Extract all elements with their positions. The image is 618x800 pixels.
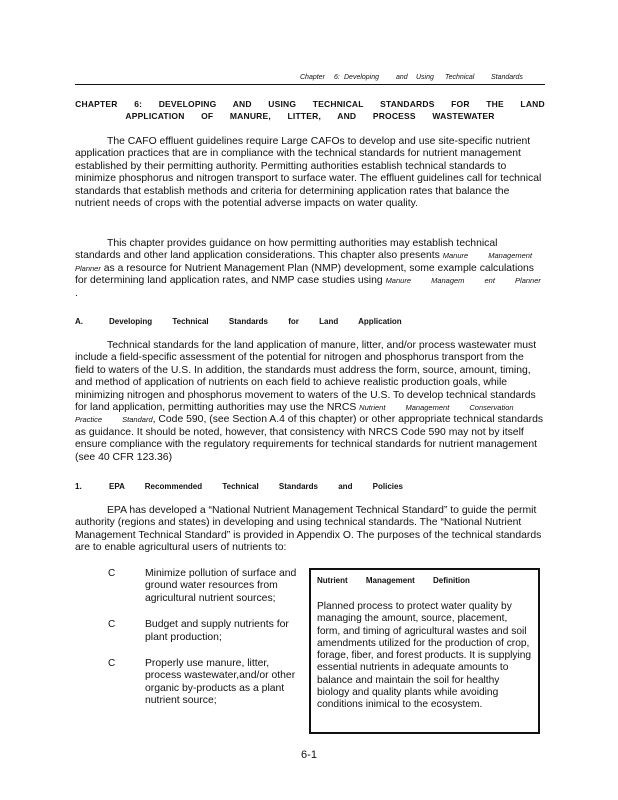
paragraph-text: . bbox=[75, 287, 78, 299]
running-header-word: Developing bbox=[344, 74, 380, 81]
bullet-mark: C bbox=[108, 619, 116, 631]
list-item bbox=[108, 619, 298, 644]
running-header-word: Chapter bbox=[300, 74, 325, 81]
running-header-word: Standards bbox=[491, 74, 523, 81]
paragraph-text: , Code 590, (see Section A.4 of this chapter) or other appropriate technical standards as guidance. It should be noted, however, that consistency with NRCS Code 590 may not by itself ensure compliance with the regulatory requirements for technical standards for nutrient management (see 40 CFR 123.36) bbox=[75, 414, 544, 463]
running-header bbox=[300, 74, 523, 81]
running-header-word: Technical bbox=[445, 74, 475, 81]
paragraph-chapter-guidance bbox=[75, 238, 545, 300]
section-title: Developing Technical Standards for Land Application bbox=[109, 317, 402, 326]
chapter-title-line2: APPLICATION OF MANURE, LITTER, AND PROCESS WASTEWATER bbox=[125, 111, 495, 121]
paragraph-cafo-guidelines bbox=[75, 136, 545, 210]
section-heading-1 bbox=[75, 482, 403, 491]
list-item-text: Properly use manure, litter, process wastewater,and/or other organic by-products as a plant nutrient source; bbox=[145, 658, 296, 707]
italic-reference: Manure Managem ent Planner bbox=[385, 276, 541, 286]
paragraph-text: Technical standards for the land application of manure, litter, and/or process wastewater must include a field-specific assessment of the potential for nitrogen and phosphorus transport from the field to waters of the U.S. In addition, the standards must address the form, source, amount, timing, and method of application of nutrients on each field to achieve realistic production goals, while minimizing nitrogen and phosphorus movement to waters of the U.S. To develop technical standards for land application, permitting authorities may use the NRCS bbox=[75, 340, 537, 414]
running-header-word: and bbox=[396, 74, 408, 81]
section-number: A. bbox=[75, 317, 83, 326]
list-item bbox=[108, 568, 298, 605]
running-header-word: 6: bbox=[334, 74, 340, 81]
list-item-text: Budget and supply nutrients for plant production; bbox=[145, 619, 289, 643]
bullet-mark: C bbox=[108, 658, 116, 670]
definition-title: Nutrient Management Definition bbox=[317, 576, 470, 585]
bullet-mark: C bbox=[108, 568, 116, 579]
paragraph-epa-standard bbox=[75, 505, 545, 555]
paragraph-technical-standards bbox=[75, 340, 545, 464]
chapter-title bbox=[75, 98, 545, 122]
chapter-title-line1: CHAPTER 6: DEVELOPING AND USING TECHNICAL STANDARDS FOR THE LAND bbox=[75, 99, 545, 109]
section-number: 1. bbox=[75, 482, 82, 491]
purpose-list bbox=[108, 568, 298, 722]
italic-reference: Nutrient Management Conservation Practice Standard bbox=[75, 403, 514, 425]
header-rule bbox=[75, 84, 545, 85]
section-heading-a bbox=[75, 317, 402, 326]
list-item-text: Minimize pollution of surface and ground water resources from agricultural nutrient sources; bbox=[145, 568, 297, 604]
paragraph-text: EPA has developed a “National Nutrient Management Technical Standard” to guide the permit authority (regions and states) in developing and using technical standards. The “National Nutrient Management Technical Standard” is provided in Appendix O. The purposes of the technical standards are to enable agricultural users of nutrients to: bbox=[75, 505, 542, 554]
paragraph-text: as a resource for Nutrient Management Plan (NMP) development, some example calculations for determining land application rates, and NMP case studies using bbox=[75, 262, 535, 287]
italic-reference: Manure Management Planner bbox=[75, 251, 533, 273]
paragraph-text: The CAFO effluent guidelines require Large CAFOs to develop and use site-specific nutrient application practices that are in compliance with the technical standards for nutrient management established by their permitting authority. Permitting authorities establish technical standards to minimize phosphorus and nitrogen transport to surface water. The effluent guidelines call for technical standards that establish methods and criteria for determining application rates that balance the nutrient needs of crops with the potential adverse impacts on water quality. bbox=[75, 136, 542, 210]
paragraph-text: This chapter provides guidance on how permitting authorities may establish technical standards and other land application considerations. This chapter also presents bbox=[75, 238, 498, 262]
section-title: EPA Recommended Technical Standards and Policies bbox=[109, 482, 403, 491]
definition-box bbox=[309, 568, 540, 734]
list-item bbox=[108, 658, 298, 708]
page-number: 6-1 bbox=[301, 749, 317, 761]
running-header-word: Using bbox=[416, 74, 434, 81]
definition-text: Planned process to protect water quality by managing the amount, source, placement, form, and timing of agricultural wastes and soil amendments utilized for the production of crop, forage, fiber, and forest products. It is supplying essential nutrients in adequate amounts to balance and maintain the soil for healthy biology and quality plants while avoiding conditions inimical to the ecosystem. bbox=[317, 601, 532, 711]
